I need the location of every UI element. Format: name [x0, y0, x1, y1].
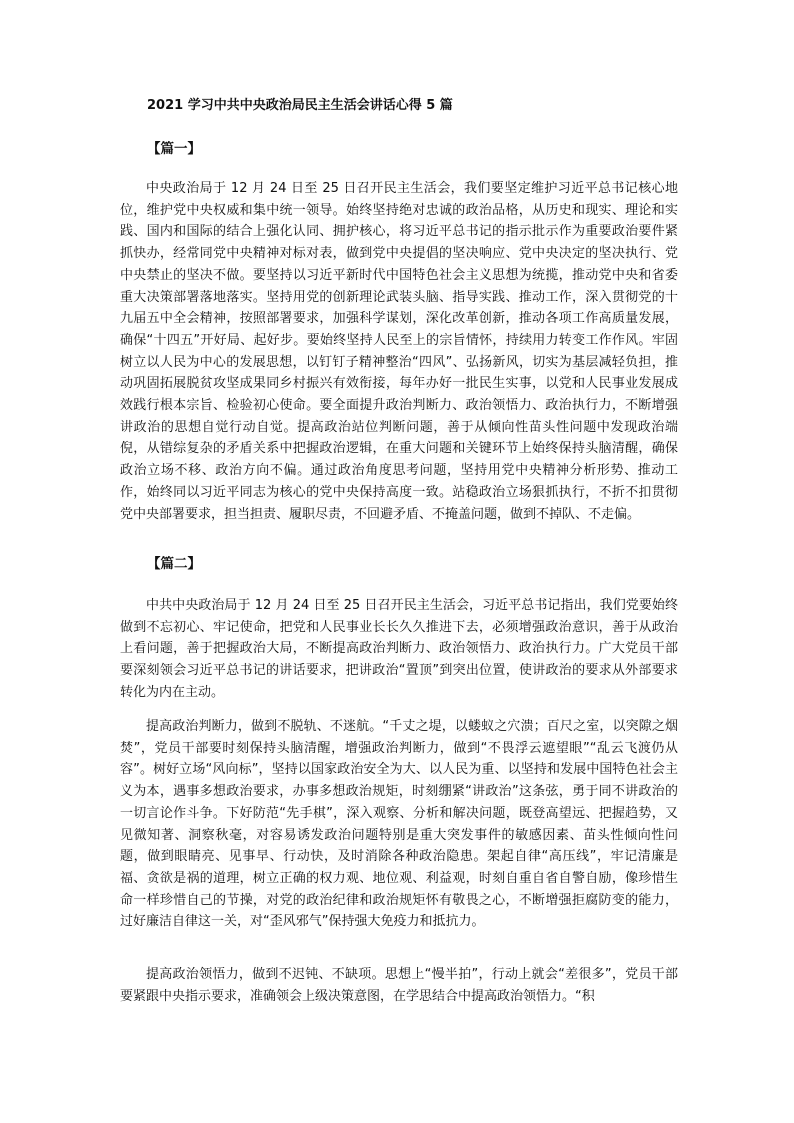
document-title: 2021 学习中共中央政治局民主生活会讲话心得 5 篇	[147, 98, 453, 113]
section-heading-1: 【篇一】	[147, 141, 201, 157]
section2-paragraph-3: 提高政治领悟力，做到不迟钝、不缺项。思想上“慢半拍”，行动上就会“差很多”，党员干部要紧跟中央指示要求，准确领会上级决策意图，在学思结合中提高政治领悟力。“积	[120, 967, 678, 1004]
section2-paragraph-2: 提高政治判断力，做到不脱轨、不迷航。“千丈之堤，以蝼蚁之穴溃；百尺之室，以突隙之烟焚”，党员干部要时刻保持头脑清醒，增强政治判断力，做到“不畏浮云遮望眼”“乱云飞渡仍从容”。树好立场“风向标”，坚持以国家政治安全为大、以人民为重、以坚持和发展中国特色社会主义为本，遇事多想政治要求，办事多想政治规矩，时刻绷紧“讲政治”这条弦，勇于同不讲政治的一切言论作斗争。下好防范“先手棋”，深入观察、分析和解决问题，既登高望远、把握趋势，又见微知著、洞察秋毫，对容易诱发政治问题特别是重大突发事件的敏感因素、苗头性倾向性问题，做到眼睛亮、见事早、行动快，及时消除各种政治隐患。架起自律“高压线”，牢记清廉是福、贪欲是祸的道理，树立正确的权力观、地位观、利益观，时刻自重自省自警自励，像珍惜生命一样珍惜自己的节操，对党的政治纪律和政治规矩怀有敬畏之心，不断增强拒腐防变的能力，过好廉洁自律这一关，对“歪风邪气”保持强大免疫力和抵抗力。	[120, 719, 678, 930]
section1-paragraph-1: 中央政治局于 12 月 24 日至 25 日召开民主生活会，我们要坚定维护习近平总书记核心地位，维护党中央权威和集中统一领导。始终坚持绝对忠诚的政治品格，从历史和现实、理论和实践、国内和国际的结合上强化认同、拥护核心，将习近平总书记的指示批示作为重要政治要件紧抓快办，经常同党中央精神对标对表，做到党中央提倡的坚决响应、党中央决定的坚决执行、党中央禁止的坚决不做。要坚持以习近平新时代中国特色社会主义思想为统揽，推动党中央和省委重大决策部署落地落实。坚持用党的创新理论武装头脑、指导实践、推动工作，深入贯彻党的十九届五中全会精神，按照部署要求，加强科学谋划，深化改革创新，推动各项工作高质量发展，确保“十四五”开好局、起好步。要始终坚持人民至上的宗旨情怀，持续用力转变工作作风。牢固树立以人民为中心的发展思想，以钉钉子精神整治“四风”、弘扬新风，切实为基层减轻负担，推动巩固拓展脱贫攻坚成果同乡村振兴有效衔接，每年办好一批民生实事，以党和人民事业发展成效践行根本宗旨、检验初心使命。要全面提升政治判断力、政治领悟力、政治执行力，不断增强讲政治的思想自觉行动自觉。提高政治站位判断问题，善于从倾向性苗头性问题中发现政治端倪，从错综复杂的矛盾关系中把握政治逻辑，在重大问题和关键环节上始终保持头脑清醒，确保政治立场不移、政治方向不偏。通过政治角度思考问题，坚持用党中央精神分析形势、推动工作，始终同以习近平同志为核心的党中央保持高度一致。站稳政治立场狠抓执行，不折不扣贯彻党中央部署要求，担当担责、履职尽责，不回避矛盾、不掩盖问题，做到不掉队、不走偏。	[120, 181, 678, 522]
section2-paragraph-1: 中共中央政治局于 12 月 24 日至 25 日召开民主生活会，习近平总书记指出，我们党要始终做到不忘初心、牢记使命，把党和人民事业长长久久推进下去，必须增强政治意识，善于从政治上看问题，善于把握政治大局，不断提高政治判断力、政治领悟力、政治执行力。广大党员干部要深刻领会习近平总书记的讲话要求，把讲政治“置顶”到突出位置，使讲政治的要求从外部要求转化为内在主动。	[120, 598, 678, 700]
section-heading-2: 【篇二】	[147, 556, 201, 572]
